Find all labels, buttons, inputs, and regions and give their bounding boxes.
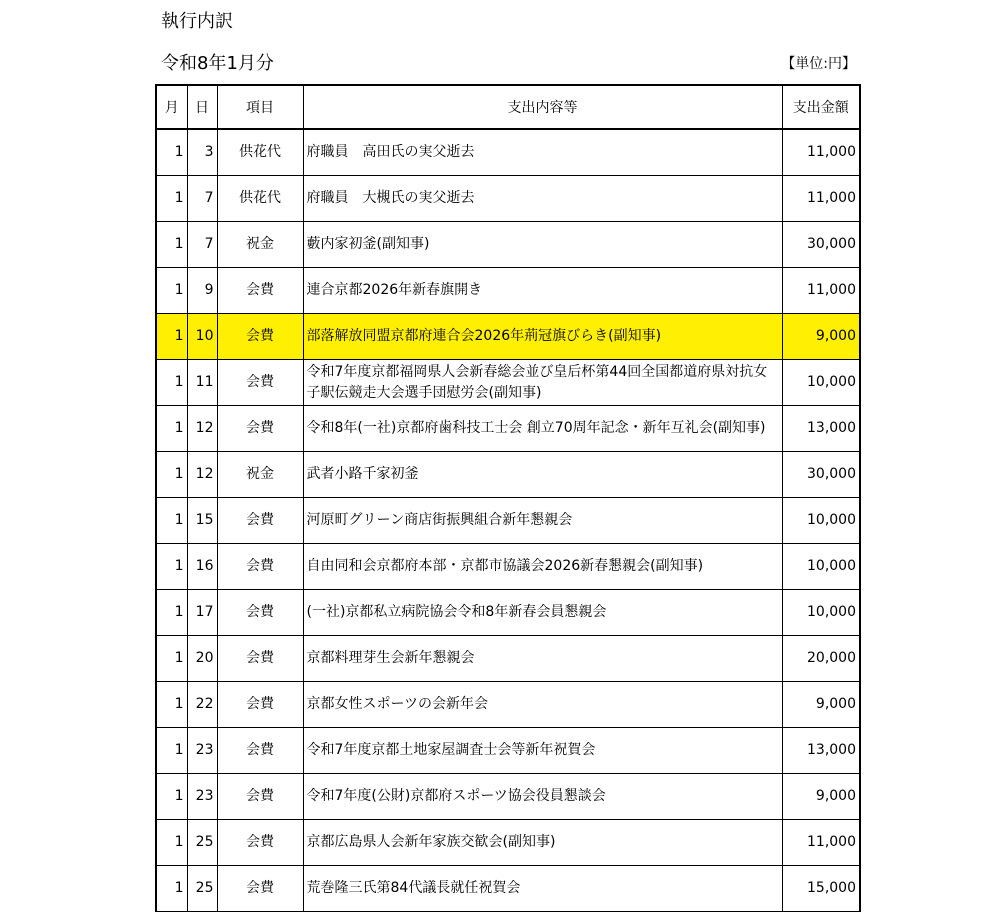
cell-day: 25 <box>187 866 217 912</box>
cell-day: 16 <box>187 544 217 590</box>
cell-item: 会費 <box>217 636 303 682</box>
cell-month: 1 <box>156 268 187 314</box>
cell-month: 1 <box>156 176 187 222</box>
cell-amount: 13,000 <box>782 728 860 774</box>
table-row <box>156 406 860 452</box>
cell-description: 令和7年度京都土地家屋調査士会等新年祝賀会 <box>303 728 782 774</box>
table-row <box>156 636 860 682</box>
header-description: 支出内容等 <box>303 85 782 129</box>
cell-description: 京都料理芽生会新年懇親会 <box>303 636 782 682</box>
cell-item: 会費 <box>217 774 303 820</box>
cell-day: 11 <box>187 360 217 406</box>
cell-month: 1 <box>156 222 187 268</box>
cell-description: 令和7年度(公財)京都府スポーツ協会役員懇談会 <box>303 774 782 820</box>
cell-item: 会費 <box>217 268 303 314</box>
table-row <box>156 129 860 176</box>
cell-description: 藪内家初釜(副知事) <box>303 222 782 268</box>
cell-month: 1 <box>156 406 187 452</box>
cell-month: 1 <box>156 774 187 820</box>
cell-amount: 13,000 <box>782 406 860 452</box>
cell-month: 1 <box>156 866 187 912</box>
table-row <box>156 176 860 222</box>
cell-amount: 10,000 <box>782 590 860 636</box>
cell-month: 1 <box>156 544 187 590</box>
cell-description: 令和8年(一社)京都府歯科技工士会 創立70周年記念・新年互礼会(副知事) <box>303 406 782 452</box>
cell-month: 1 <box>156 452 187 498</box>
table-row <box>156 222 860 268</box>
cell-month: 1 <box>156 314 187 360</box>
cell-month: 1 <box>156 820 187 866</box>
cell-description: 京都広島県人会新年家族交歓会(副知事) <box>303 820 782 866</box>
table-row <box>156 820 860 866</box>
cell-amount: 11,000 <box>782 820 860 866</box>
cell-day: 7 <box>187 176 217 222</box>
cell-item: 会費 <box>217 498 303 544</box>
cell-amount: 15,000 <box>782 866 860 912</box>
expenditure-table <box>155 84 861 912</box>
cell-item: 会費 <box>217 728 303 774</box>
cell-day: 15 <box>187 498 217 544</box>
cell-amount: 10,000 <box>782 360 860 406</box>
table-header-row <box>156 85 860 129</box>
cell-description: 荒巻隆三氏第84代議長就任祝賀会 <box>303 866 782 912</box>
header-day: 日 <box>187 85 217 129</box>
table-row <box>156 682 860 728</box>
cell-day: 20 <box>187 636 217 682</box>
cell-item: 会費 <box>217 314 303 360</box>
cell-description: 府職員 大槻氏の実父逝去 <box>303 176 782 222</box>
cell-month: 1 <box>156 129 187 176</box>
cell-description: 武者小路千家初釜 <box>303 452 782 498</box>
cell-description: 令和7年度京都福岡県人会新春総会並び皇后杯第44回全国都道府県対抗女子駅伝競走大会選手団慰労会(副知事) <box>303 360 782 406</box>
cell-amount: 9,000 <box>782 682 860 728</box>
header-amount: 支出金額 <box>782 85 860 129</box>
cell-item: 供花代 <box>217 176 303 222</box>
header-month: 月 <box>156 85 187 129</box>
cell-day: 7 <box>187 222 217 268</box>
cell-day: 9 <box>187 268 217 314</box>
cell-amount: 10,000 <box>782 544 860 590</box>
cell-item: 祝金 <box>217 222 303 268</box>
cell-day: 23 <box>187 728 217 774</box>
cell-amount: 9,000 <box>782 314 860 360</box>
cell-amount: 11,000 <box>782 176 860 222</box>
table-row <box>156 544 860 590</box>
cell-description: 自由同和会京都府本部・京都市協議会2026新春懇親会(副知事) <box>303 544 782 590</box>
cell-description: (一社)京都私立病院協会令和8年新春会員懇親会 <box>303 590 782 636</box>
cell-description: 府職員 高田氏の実父逝去 <box>303 129 782 176</box>
cell-day: 12 <box>187 406 217 452</box>
period-heading: 令和8年1月分 <box>161 53 274 74</box>
cell-day: 17 <box>187 590 217 636</box>
cell-month: 1 <box>156 498 187 544</box>
table-row <box>156 268 860 314</box>
cell-description: 部落解放同盟京都府連合会2026年荊冠旗びらき(副知事) <box>303 314 782 360</box>
cell-item: 会費 <box>217 820 303 866</box>
table-row <box>156 360 860 406</box>
cell-amount: 20,000 <box>782 636 860 682</box>
page-title: 執行内訳 <box>161 11 233 32</box>
cell-day: 22 <box>187 682 217 728</box>
cell-month: 1 <box>156 728 187 774</box>
cell-item: 会費 <box>217 406 303 452</box>
header-item: 項目 <box>217 85 303 129</box>
cell-description: 京都女性スポーツの会新年会 <box>303 682 782 728</box>
cell-item: 供花代 <box>217 129 303 176</box>
table-row <box>156 590 860 636</box>
cell-item: 会費 <box>217 544 303 590</box>
cell-day: 10 <box>187 314 217 360</box>
cell-item: 会費 <box>217 866 303 912</box>
cell-day: 23 <box>187 774 217 820</box>
cell-description: 河原町グリーン商店街振興組合新年懇親会 <box>303 498 782 544</box>
unit-label: 【単位:円】 <box>781 56 856 72</box>
cell-amount: 11,000 <box>782 268 860 314</box>
cell-description: 連合京都2026年新春旗開き <box>303 268 782 314</box>
cell-item: 会費 <box>217 682 303 728</box>
table-row <box>156 314 860 360</box>
table-row <box>156 866 860 912</box>
cell-amount: 11,000 <box>782 129 860 176</box>
cell-month: 1 <box>156 360 187 406</box>
cell-amount: 9,000 <box>782 774 860 820</box>
cell-day: 12 <box>187 452 217 498</box>
cell-amount: 30,000 <box>782 452 860 498</box>
cell-amount: 10,000 <box>782 498 860 544</box>
cell-item: 祝金 <box>217 452 303 498</box>
table-row <box>156 728 860 774</box>
table-row <box>156 774 860 820</box>
table-row <box>156 498 860 544</box>
cell-day: 25 <box>187 820 217 866</box>
cell-item: 会費 <box>217 360 303 406</box>
cell-item: 会費 <box>217 590 303 636</box>
cell-month: 1 <box>156 636 187 682</box>
table-body <box>156 129 860 912</box>
table-row <box>156 452 860 498</box>
cell-amount: 30,000 <box>782 222 860 268</box>
cell-month: 1 <box>156 682 187 728</box>
cell-day: 3 <box>187 129 217 176</box>
cell-month: 1 <box>156 590 187 636</box>
